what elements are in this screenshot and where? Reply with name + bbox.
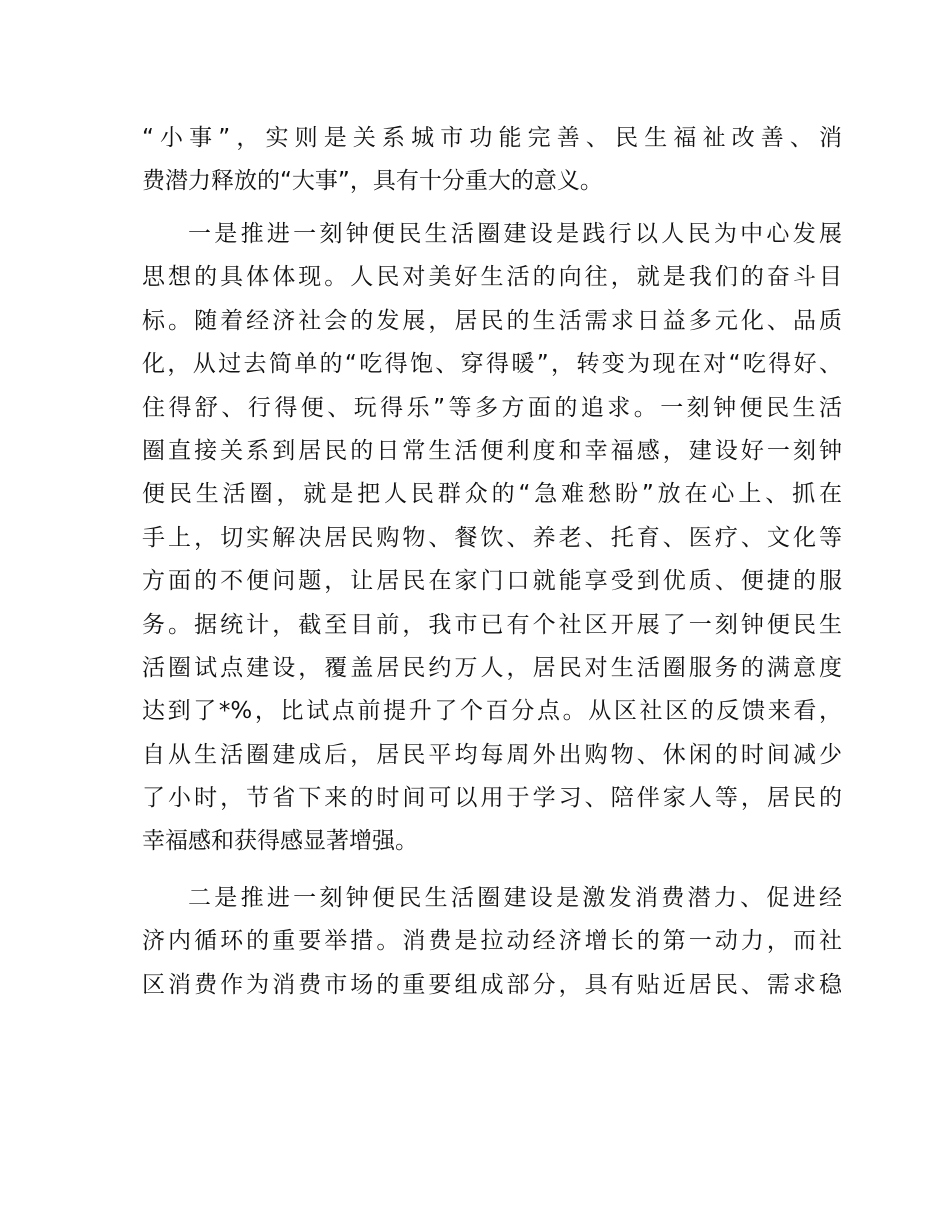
paragraph-line: 圈直接关系到居民的日常生活便利度和幸福感，建设好一刻钟 bbox=[142, 437, 842, 464]
paragraph-2 bbox=[142, 213, 842, 864]
paragraph-line: 了小时，节省下来的时间可以用于学习、陪伴家人等，居民的 bbox=[142, 785, 842, 812]
paragraph-line: 幸福感和获得感显著增强。 bbox=[142, 828, 418, 855]
paragraph-line: 活圈试点建设，覆盖居民约万人，居民对生活圈服务的满意度 bbox=[142, 654, 842, 681]
paragraph-line: 自从生活圈建成后，居民平均每周外出购物、休闲的时间减少 bbox=[142, 741, 842, 768]
paragraph-line: 方面的不便问题，让居民在家门口就能享受到优质、便捷的服 bbox=[142, 568, 842, 595]
paragraph-line: 务。据统计，截至目前，我市已有个社区开展了一刻钟便民生 bbox=[142, 611, 842, 638]
paragraph-line: 费潜力释放的“大事”，具有十分重大的意义。 bbox=[142, 168, 603, 195]
paragraph-line: 思想的具体体现。人民对美好生活的向往，就是我们的奋斗目 bbox=[142, 264, 842, 291]
paragraph-line: 化，从过去简单的“吃得饱、穿得暖”，转变为现在对“吃得好、 bbox=[142, 351, 842, 378]
paragraph-line: 住得舒、行得便、玩得乐”等多方面的追求。一刻钟便民生活 bbox=[142, 394, 842, 421]
paragraph-line: “小事”，实则是关系城市功能完善、民生福祉改善、消 bbox=[142, 125, 842, 151]
paragraph-line: 达到了*%，比试点前提升了个百分点。从区社区的反馈来看， bbox=[142, 698, 842, 725]
paragraph-line: 二是推进一刻钟便民生活圈建设是激发消费潜力、促进经 bbox=[188, 885, 842, 911]
paragraph-line: 手上，切实解决居民购物、餐饮、养老、托育、医疗、文化等 bbox=[142, 524, 842, 551]
paragraph-1 bbox=[142, 117, 842, 204]
paragraph-line: 区消费作为消费市场的重要组成部分，具有贴近居民、需求稳 bbox=[142, 971, 842, 998]
paragraph-line: 便民生活圈，就是把人民群众的“急难愁盼”放在心上、抓在 bbox=[142, 481, 842, 508]
paragraph-line: 标。随着经济社会的发展，居民的生活需求日益多元化、品质 bbox=[142, 307, 842, 334]
paragraph-line: 济内循环的重要举措。消费是拉动经济增长的第一动力，而社 bbox=[142, 928, 842, 955]
paragraph-3 bbox=[142, 877, 842, 1007]
paragraph-line: 一是推进一刻钟便民生活圈建设是践行以人民为中心发展 bbox=[188, 221, 842, 247]
